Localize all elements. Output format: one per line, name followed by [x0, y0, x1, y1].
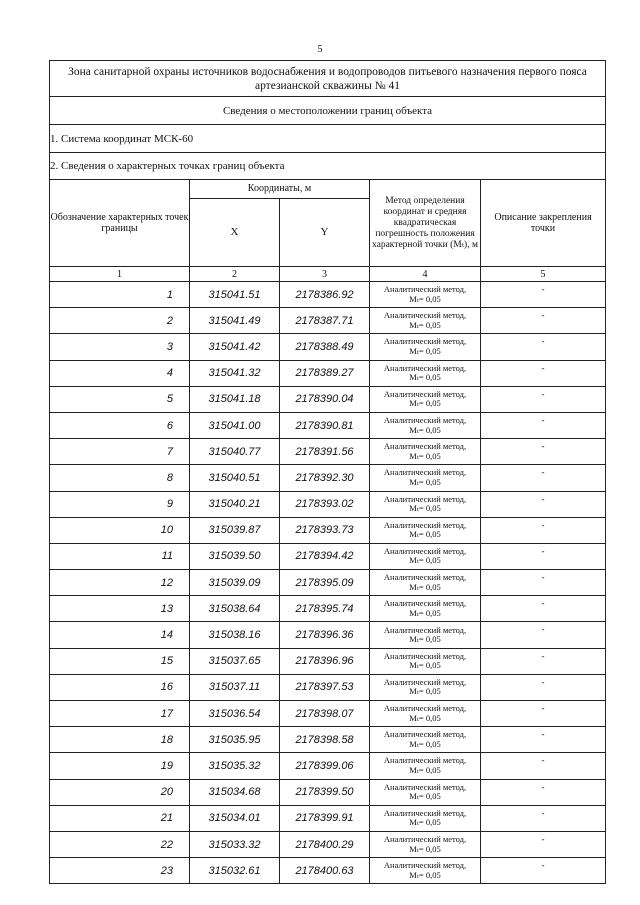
method-cell — [370, 570, 481, 596]
accuracy-text: Mₜ= 0,05 — [409, 660, 441, 671]
coord-x: 315034.01 — [190, 805, 280, 831]
table-row — [50, 308, 606, 334]
method-text: Аналитический метод, — [383, 362, 467, 373]
description-cell: - — [481, 543, 606, 569]
method-text: Аналитический метод, — [383, 441, 467, 452]
coord-y: 2178391.56 — [280, 439, 370, 465]
method-cell — [370, 491, 481, 517]
accuracy-text: Mₜ= 0,05 — [409, 764, 441, 775]
table-row — [50, 412, 606, 438]
coord-x: 315035.32 — [190, 753, 280, 779]
method-text: Аналитический метод, — [383, 572, 467, 583]
coord-x: 315041.00 — [190, 412, 280, 438]
accuracy-text: Mₜ= 0,05 — [409, 424, 441, 435]
column-number: 3 — [280, 267, 370, 282]
point-number: 9 — [50, 491, 190, 517]
coord-x: 315041.42 — [190, 334, 280, 360]
accuracy-text: Mₜ= 0,05 — [409, 817, 441, 828]
method-text: Аналитический метод, — [383, 781, 467, 792]
method-text: Аналитический метод, — [383, 860, 467, 871]
coord-y: 2178388.49 — [280, 334, 370, 360]
table-row — [50, 439, 606, 465]
method-cell — [370, 543, 481, 569]
point-number: 1 — [50, 282, 190, 308]
coord-x: 315035.95 — [190, 727, 280, 753]
accuracy-text: Mₜ= 0,05 — [409, 607, 441, 618]
boundary-table — [49, 60, 606, 884]
coord-x: 315039.09 — [190, 570, 280, 596]
method-cell — [370, 727, 481, 753]
table-row — [50, 491, 606, 517]
point-number: 14 — [50, 622, 190, 648]
accuracy-text: Mₜ= 0,05 — [409, 634, 441, 645]
method-text: Аналитический метод, — [383, 310, 467, 321]
column-number: 1 — [50, 267, 190, 282]
description-cell: - — [481, 308, 606, 334]
method-cell — [370, 517, 481, 543]
method-text: Аналитический метод, — [383, 598, 467, 609]
description-cell: - — [481, 727, 606, 753]
method-text: Аналитический метод, — [383, 415, 467, 426]
description-cell: - — [481, 596, 606, 622]
description-cell: - — [481, 360, 606, 386]
coord-x: 315040.21 — [190, 491, 280, 517]
coord-y: 2178398.58 — [280, 727, 370, 753]
method-text: Аналитический метод, — [383, 336, 467, 347]
method-cell — [370, 596, 481, 622]
coord-y: 2178400.29 — [280, 831, 370, 857]
point-number: 17 — [50, 701, 190, 727]
coord-x: 315034.68 — [190, 779, 280, 805]
accuracy-text: Mₜ= 0,05 — [409, 345, 441, 356]
accuracy-text: Mₜ= 0,05 — [409, 738, 441, 749]
coord-x: 315038.64 — [190, 596, 280, 622]
coord-y: 2178396.96 — [280, 648, 370, 674]
point-number: 3 — [50, 334, 190, 360]
table-row — [50, 517, 606, 543]
description-cell: - — [481, 465, 606, 491]
method-cell — [370, 412, 481, 438]
coord-x: 315041.51 — [190, 282, 280, 308]
description-cell: - — [481, 334, 606, 360]
header-designation: Обозначение характерных точек границы — [50, 180, 190, 267]
description-cell: - — [481, 386, 606, 412]
coord-y: 2178399.91 — [280, 805, 370, 831]
table-row — [50, 622, 606, 648]
coord-x: 315038.16 — [190, 622, 280, 648]
coord-y: 2178396.36 — [280, 622, 370, 648]
coord-x: 315039.87 — [190, 517, 280, 543]
header-x: X — [190, 199, 280, 267]
point-number: 18 — [50, 727, 190, 753]
section-title: Сведения о местоположении границ объекта — [50, 97, 606, 125]
table-row — [50, 701, 606, 727]
method-cell — [370, 805, 481, 831]
coord-y: 2178400.63 — [280, 858, 370, 884]
description-cell: - — [481, 282, 606, 308]
table-row — [50, 858, 606, 884]
table-row — [50, 282, 606, 308]
table-row — [50, 648, 606, 674]
accuracy-text: Mₜ= 0,05 — [409, 476, 441, 487]
method-cell — [370, 831, 481, 857]
coord-y: 2178395.74 — [280, 596, 370, 622]
table-row — [50, 360, 606, 386]
description-cell: - — [481, 622, 606, 648]
accuracy-text: Mₜ= 0,05 — [409, 450, 441, 461]
point-number: 13 — [50, 596, 190, 622]
table-row — [50, 596, 606, 622]
coord-y: 2178390.81 — [280, 412, 370, 438]
coord-x: 315041.18 — [190, 386, 280, 412]
method-cell — [370, 465, 481, 491]
method-cell — [370, 779, 481, 805]
point-number: 19 — [50, 753, 190, 779]
coord-x: 315036.54 — [190, 701, 280, 727]
coord-y: 2178386.92 — [280, 282, 370, 308]
point-number: 16 — [50, 674, 190, 700]
coord-y: 2178392.30 — [280, 465, 370, 491]
accuracy-text: Mₜ= 0,05 — [409, 581, 441, 592]
coord-x: 315033.32 — [190, 831, 280, 857]
method-text: Аналитический метод, — [383, 729, 467, 740]
method-text: Аналитический метод, — [383, 493, 467, 504]
table-row — [50, 753, 606, 779]
coord-y: 2178393.73 — [280, 517, 370, 543]
accuracy-text: Mₜ= 0,05 — [409, 869, 441, 880]
table-row — [50, 727, 606, 753]
method-cell — [370, 858, 481, 884]
description-cell: - — [481, 570, 606, 596]
header-coordinates: Координаты, м — [190, 180, 370, 199]
method-text: Аналитический метод, — [383, 703, 467, 714]
method-cell — [370, 622, 481, 648]
description-cell: - — [481, 753, 606, 779]
point-number: 11 — [50, 543, 190, 569]
description-cell: - — [481, 412, 606, 438]
description-cell: - — [481, 674, 606, 700]
description-cell: - — [481, 779, 606, 805]
method-text: Аналитический метод, — [383, 807, 467, 818]
method-cell — [370, 308, 481, 334]
method-text: Аналитический метод, — [383, 467, 467, 478]
table-row — [50, 386, 606, 412]
accuracy-text: Mₜ= 0,05 — [409, 712, 441, 723]
accuracy-text: Mₜ= 0,05 — [409, 555, 441, 566]
method-cell — [370, 282, 481, 308]
point-number: 4 — [50, 360, 190, 386]
coord-y: 2178399.06 — [280, 753, 370, 779]
method-text: Аналитический метод, — [383, 519, 467, 530]
table-row — [50, 334, 606, 360]
point-number: 7 — [50, 439, 190, 465]
point-number: 23 — [50, 858, 190, 884]
header-y: Y — [280, 199, 370, 267]
method-text: Аналитический метод, — [383, 650, 467, 661]
method-cell — [370, 701, 481, 727]
method-cell — [370, 648, 481, 674]
point-number: 8 — [50, 465, 190, 491]
point-number: 20 — [50, 779, 190, 805]
method-cell — [370, 753, 481, 779]
column-number: 5 — [481, 267, 606, 282]
description-cell: - — [481, 439, 606, 465]
method-text: Аналитический метод, — [383, 676, 467, 687]
coord-x: 315041.32 — [190, 360, 280, 386]
table-row — [50, 570, 606, 596]
method-cell — [370, 386, 481, 412]
description-cell: - — [481, 831, 606, 857]
accuracy-text: Mₜ= 0,05 — [409, 293, 441, 304]
coord-y: 2178390.04 — [280, 386, 370, 412]
table-row — [50, 805, 606, 831]
accuracy-text: Mₜ= 0,05 — [409, 791, 441, 802]
coord-y: 2178398.07 — [280, 701, 370, 727]
accuracy-text: Mₜ= 0,05 — [409, 843, 441, 854]
description-cell: - — [481, 648, 606, 674]
coord-y: 2178395.09 — [280, 570, 370, 596]
method-cell — [370, 439, 481, 465]
accuracy-text: Mₜ= 0,05 — [409, 398, 441, 409]
point-number: 21 — [50, 805, 190, 831]
coord-y: 2178389.27 — [280, 360, 370, 386]
method-text: Аналитический метод, — [383, 284, 467, 295]
point-number: 15 — [50, 648, 190, 674]
point-number: 22 — [50, 831, 190, 857]
table-row — [50, 465, 606, 491]
coord-x: 315037.11 — [190, 674, 280, 700]
coord-y: 2178387.71 — [280, 308, 370, 334]
coord-y: 2178393.02 — [280, 491, 370, 517]
coord-x: 315041.49 — [190, 308, 280, 334]
coord-x: 315040.51 — [190, 465, 280, 491]
column-number: 2 — [190, 267, 280, 282]
description-cell: - — [481, 805, 606, 831]
method-text: Аналитический метод, — [383, 388, 467, 399]
accuracy-text: Mₜ= 0,05 — [409, 686, 441, 697]
coord-system-heading: 1. Система координат МСК-60 — [50, 125, 606, 153]
method-text: Аналитический метод, — [383, 545, 467, 556]
table-row — [50, 779, 606, 805]
point-number: 12 — [50, 570, 190, 596]
point-number: 5 — [50, 386, 190, 412]
accuracy-text: Mₜ= 0,05 — [409, 503, 441, 514]
coord-y: 2178397.53 — [280, 674, 370, 700]
description-cell: - — [481, 517, 606, 543]
description-cell: - — [481, 858, 606, 884]
header-method: Метод определения координат и средняя квадратическая погрешность положения характерной точки (Mₜ), м — [370, 180, 481, 267]
point-number: 2 — [50, 308, 190, 334]
accuracy-text: Mₜ= 0,05 — [409, 319, 441, 330]
coord-x: 315037.65 — [190, 648, 280, 674]
method-text: Аналитический метод, — [383, 755, 467, 766]
coord-x: 315039.50 — [190, 543, 280, 569]
table-row — [50, 674, 606, 700]
coord-y: 2178399.50 — [280, 779, 370, 805]
header-description: Описание закрепления точки — [481, 180, 606, 267]
method-cell — [370, 360, 481, 386]
coord-x: 315032.61 — [190, 858, 280, 884]
points-heading: 2. Сведения о характерных точках границ объекта — [50, 153, 606, 180]
point-number: 10 — [50, 517, 190, 543]
coord-x: 315040.77 — [190, 439, 280, 465]
description-cell: - — [481, 701, 606, 727]
table-row — [50, 543, 606, 569]
method-text: Аналитический метод, — [383, 834, 467, 845]
description-cell: - — [481, 491, 606, 517]
method-text: Аналитический метод, — [383, 624, 467, 635]
method-cell — [370, 334, 481, 360]
column-number: 4 — [370, 267, 481, 282]
accuracy-text: Mₜ= 0,05 — [409, 529, 441, 540]
coord-y: 2178394.42 — [280, 543, 370, 569]
point-number: 6 — [50, 412, 190, 438]
page-number: 5 — [317, 44, 323, 55]
document-title: Зона санитарной охраны источников водоснабжения и водопроводов питьевого назначения первого пояса артезианской скважины № 41 — [50, 61, 606, 97]
method-cell — [370, 674, 481, 700]
table-row — [50, 831, 606, 857]
accuracy-text: Mₜ= 0,05 — [409, 372, 441, 383]
